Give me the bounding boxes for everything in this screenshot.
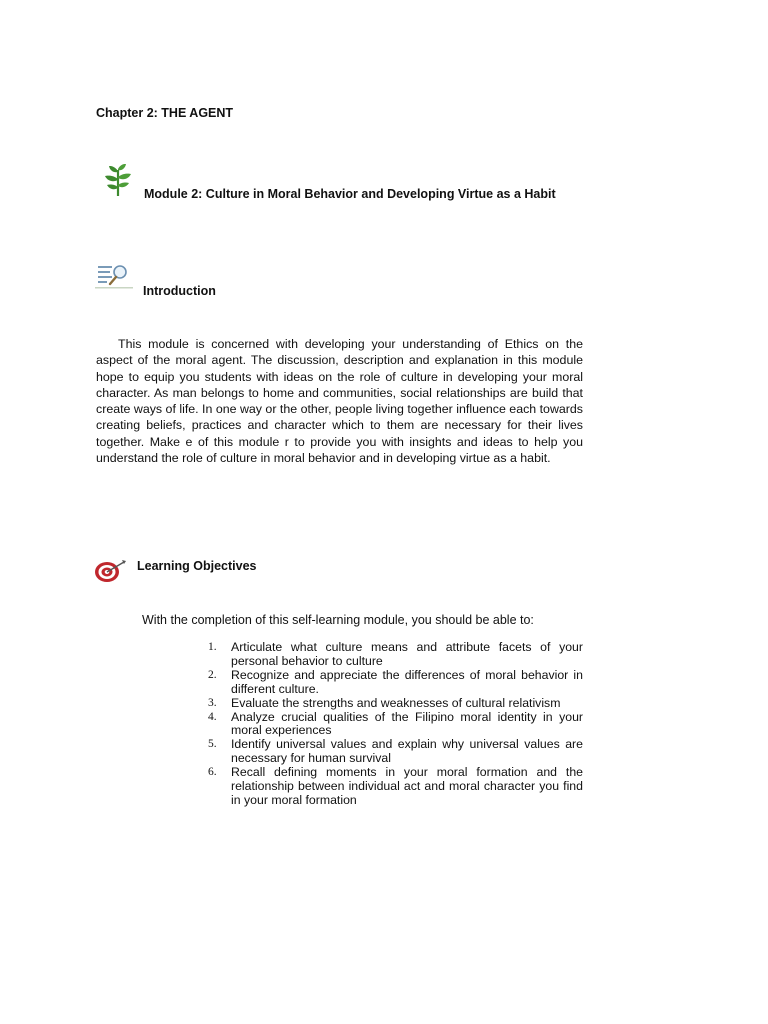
chapter-title: Chapter 2: THE AGENT [96,106,234,120]
objective-number: 5. [208,738,217,751]
introduction-heading: Introduction [143,284,216,298]
objective-number: 2. [208,668,217,681]
objective-item [208,669,583,697]
module-title: Module 2: Culture in Moral Behavior and Developing Virtue as a Habit [144,187,556,201]
objectives-lead: With the completion of this self-learning module, you should be able to: [142,613,534,627]
objective-item [208,766,583,808]
objectives-list [208,641,583,808]
objective-item [208,641,583,669]
objective-number: 3. [208,696,217,709]
learning-objectives-heading: Learning Objectives [137,559,257,573]
objective-item [208,711,583,739]
objective-text: Evaluate the strengths and weaknesses of cultural relativism [231,695,561,710]
objective-number: 1. [208,641,217,653]
document-magnifier-icon [95,263,133,289]
objective-item [208,738,583,766]
objective-item [208,697,583,711]
objective-number: 4. [208,710,217,723]
objective-text: Identify universal values and explain why universal values are necessary for human survival [231,737,583,766]
objective-text: Analyze crucial qualities of the Filipino moral identity in your moral experiences [231,709,583,738]
objective-text: Recognize and appreciate the differences of moral behavior in different culture. [231,667,583,696]
objective-number: 6. [208,766,217,779]
objective-text: Articulate what culture means and attribute facets of your personal behavior to culture [231,640,583,668]
target-icon [93,558,127,584]
introduction-paragraph: This module is concerned with developing your understanding of Ethics on the aspect of the moral agent. The discussion, description and explanation in this module hope to equip you students with ideas on the role of culture in developing your moral character. As man belongs to home and communities, social relationships are build that create ways of life. In one way or the other, people living together influence each towards creating beliefs, practices and character which to them are necessary for their lives together. Make e of this module r to provide you with insights and ideas to help you understand the role of culture in moral behavior and in developing virtue as a habit. [96,337,583,466]
objective-text: Recall defining moments in your moral formation and the relationship between individual act and moral character you find in your moral formation [231,765,583,807]
